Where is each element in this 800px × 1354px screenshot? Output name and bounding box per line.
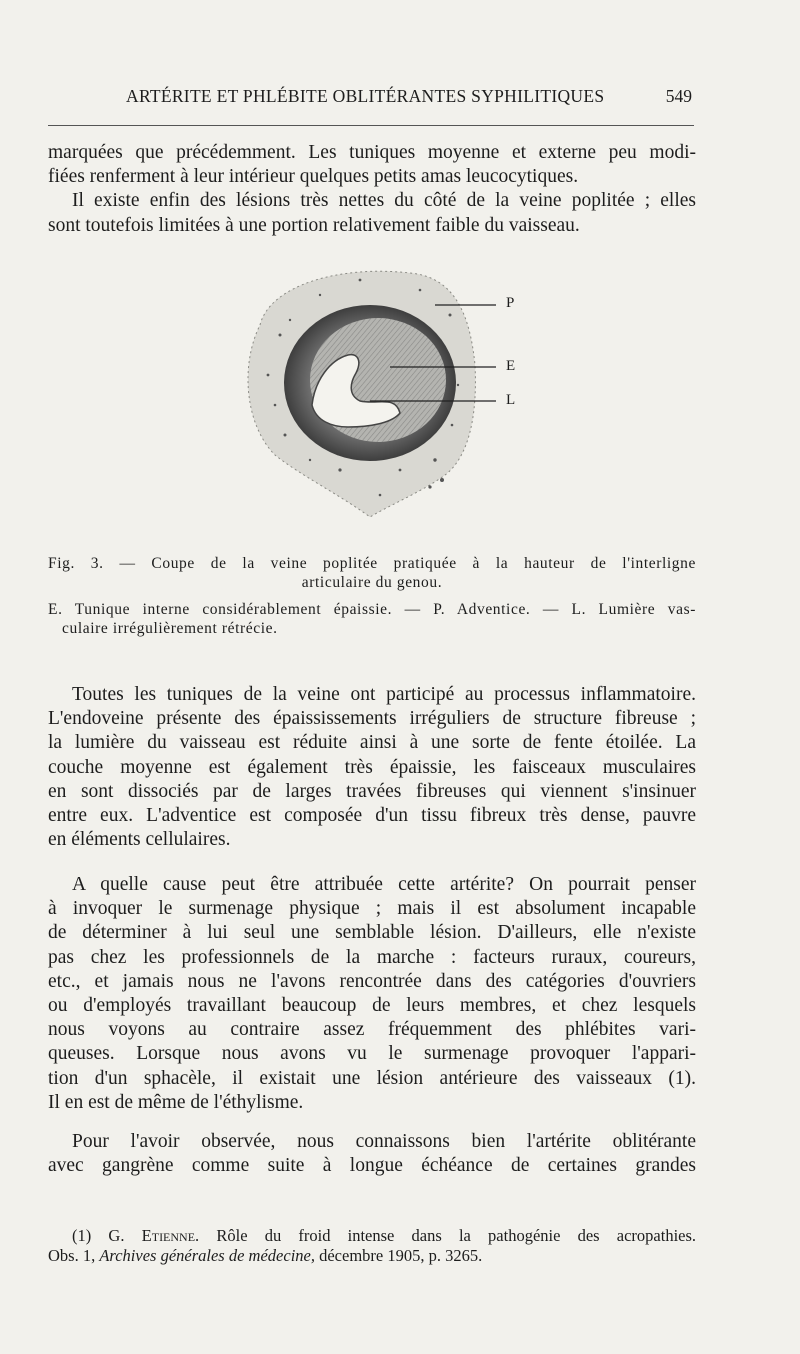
text-line: Pour l'avoir observée, nous connaissons bien l'artérite oblitérante <box>72 1131 696 1152</box>
text-line: nous voyons au contraire assez fréquemment des phlébites vari- <box>48 1019 696 1041</box>
running-header <box>48 86 696 114</box>
vein-section-illustration <box>220 255 540 535</box>
text-line: fiées renferment à leur intérieur quelques petits amas leucocytiques. <box>48 166 579 188</box>
text-line: en sont dissociés par de larges travées fibreuses qui viennent s'insinuer <box>48 780 696 802</box>
text-line: etc., et jamais nous ne l'avons rencontrée dans des catégories d'ouvriers <box>48 970 696 992</box>
footnote-text: Rôle du froid intense dans la pathogénie des acropathies. <box>216 1226 697 1245</box>
text-line: Il en est de même de l'éthylisme. <box>48 1091 304 1113</box>
text-line: Toutes les tuniques de la veine ont participé au processus inflammatoire. <box>72 684 696 705</box>
caption-line: Fig. 3. — Coupe de la veine poplitée pratiquée à la hauteur de l'interligne <box>48 555 696 572</box>
figure-legend <box>48 600 696 638</box>
paragraph-2 <box>48 683 696 852</box>
caption-line: articulaire du genou. <box>301 574 443 591</box>
footnote-date: décembre 1905, p. 3265. <box>319 1246 483 1265</box>
legend-line: culaire irrégulièrement rétrécie. <box>62 620 278 637</box>
footnote-journal: Archives générales de médecine, <box>99 1246 315 1265</box>
figure-vein-section <box>220 255 540 535</box>
text-line: la lumière du vaisseau est réduite ainsi à une sorte de fente étoilée. La <box>48 732 696 754</box>
footnote-obs: Obs. 1, <box>48 1246 96 1265</box>
text-line: tion d'un sphacèle, il existait une lésion antérieure des vaisseaux (1). <box>48 1067 696 1089</box>
running-title: ARTÉRITE ET PHLÉBITE OBLITÉRANTES SYPHILITIQUES <box>126 86 605 106</box>
figure-label-e: E <box>506 358 516 374</box>
text-line: de déterminer à lui seul une semblable lésion. D'ailleurs, elle n'existe <box>48 922 696 944</box>
header-rule <box>48 125 694 126</box>
paragraph-4 <box>48 1130 696 1178</box>
footnote-marker: (1) G. <box>72 1226 125 1245</box>
text-line: à invoquer le surmenage physique ; mais il est absolument incapable <box>48 898 696 920</box>
text-line: sont toutefois limitées à une portion relativement faible du vaisseau. <box>48 214 580 236</box>
text-line: A quelle cause peut être attribuée cette artérite? On pourrait penser <box>72 874 696 895</box>
footnote-line-1 <box>48 1226 696 1246</box>
text-line: L'endoveine présente des épaississements irréguliers de structure fibreuse ; <box>48 708 696 730</box>
figure-label-l: L <box>506 392 516 408</box>
text-line: couche moyenne est également très épaissie, les faisceaux musculaires <box>48 756 696 778</box>
legend-line: E. Tunique interne considérablement épaissie. — P. Adventice. — L. Lumière vas- <box>48 601 696 618</box>
footnote <box>48 1226 696 1266</box>
text-line: entre eux. L'adventice est composée d'un tissu fibreux très dense, pauvre <box>48 805 696 827</box>
paragraph-3 <box>48 873 696 1115</box>
paragraph-1 <box>48 141 696 238</box>
text-line: avec gangrène comme suite à longue échéance de certaines grandes <box>48 1155 696 1177</box>
figure-label-p: P <box>506 295 515 311</box>
text-line: pas chez les professionnels de la marche : facteurs ruraux, coureurs, <box>48 946 696 968</box>
text-line: marquées que précédemment. Les tuniques moyenne et externe peu modi- <box>48 142 696 163</box>
figure-caption <box>48 554 696 592</box>
text-line: Il existe enfin des lésions très nettes du côté de la veine poplitée ; elles <box>72 190 696 212</box>
footnote-line-2 <box>48 1246 696 1266</box>
text-line: queuses. Lorsque nous avons vu le surmenage provoquer l'appari- <box>48 1043 696 1065</box>
text-line: en éléments cellulaires. <box>48 829 231 851</box>
page-number: 549 <box>665 86 692 106</box>
text-line: ou d'employés travaillant beaucoup de leurs membres, et chez lesquels <box>48 995 696 1017</box>
footnote-author: Etienne. <box>141 1226 200 1245</box>
